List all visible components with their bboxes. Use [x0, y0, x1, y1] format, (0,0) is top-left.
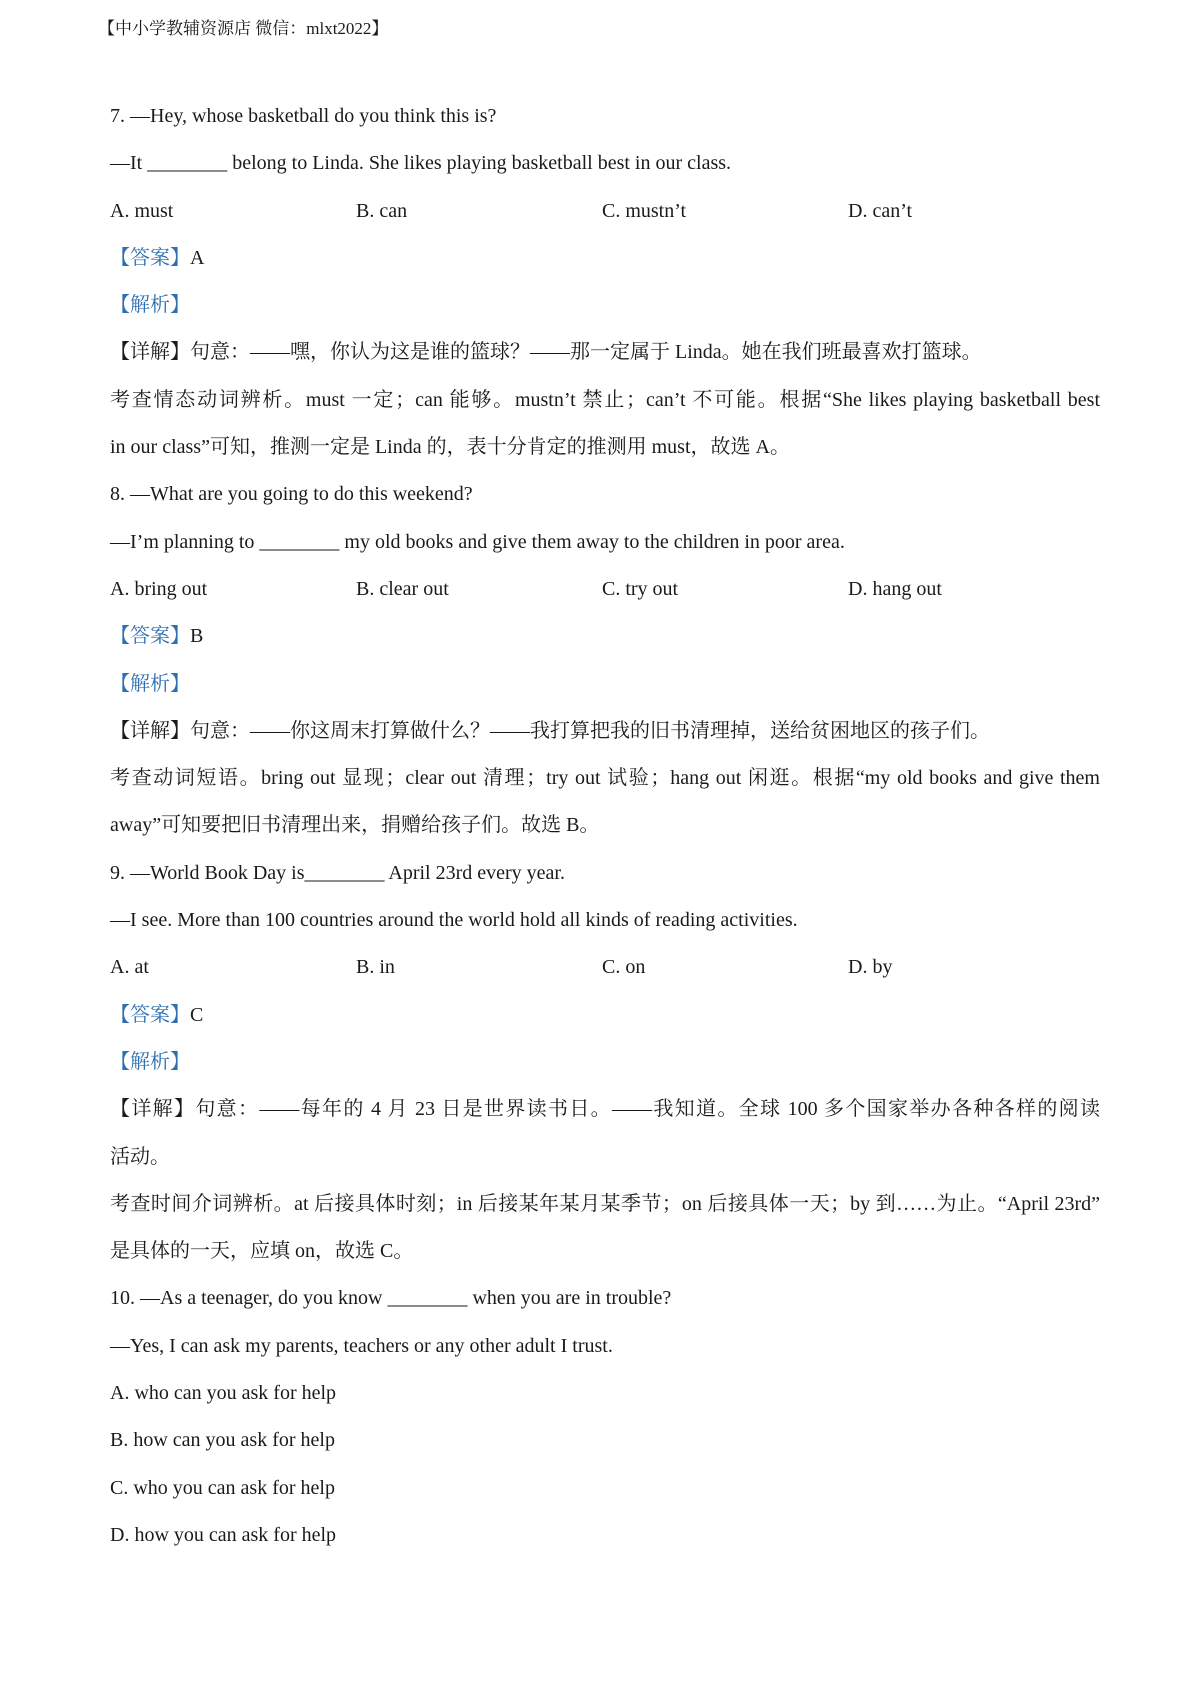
- question-7-stem: 7. —Hey, whose basketball do you think this is?: [110, 105, 497, 127]
- question-8-reply: —I’m planning to ________ my old books and give them away to the children in poor area.: [110, 530, 845, 553]
- question-8-analysis: [110, 670, 1100, 717]
- question-7-explain-line-2: in our class”可知，推测一定是 Linda 的，表十分肯定的推测用 must，故选 A。: [110, 436, 790, 459]
- detail-text: 句意：——每年的 4 月 23 日是世界读书日。——我知道。全球 100 多个国家举办各种各样的阅读: [195, 1098, 1101, 1121]
- answer-value: A: [190, 246, 205, 269]
- question-7-detail: [110, 338, 1100, 385]
- option-a: A. at: [110, 956, 149, 979]
- option-d: D. by: [848, 956, 893, 979]
- option-a: A. bring out: [110, 577, 208, 600]
- question-9-reply: —I see. More than 100 countries around the world hold all kinds of reading activities.: [110, 909, 798, 932]
- detail-label: 【详解】: [110, 341, 190, 364]
- detail-label: 【详解】: [110, 719, 190, 742]
- question-10-reply: —Yes, I can ask my parents, teachers or any other adult I trust.: [110, 1334, 613, 1357]
- question-9-detail-line-1: [110, 1095, 1100, 1142]
- question-10-option-d: D. how you can ask for help: [110, 1523, 337, 1546]
- option-c: C. mustn’t: [602, 199, 687, 222]
- question-8-options: [110, 575, 1100, 622]
- detail-label: 【详解】: [110, 1098, 196, 1121]
- question-10-option-b: B. how can you ask for help: [110, 1429, 335, 1452]
- option-b: B. in: [356, 956, 395, 979]
- question-8-explain-line-1: 考查动词短语。bring out 显现；clear out 清理；try out 试验；hang out 闲逛。根据“my old books and give them: [110, 767, 1100, 790]
- analysis-label: 【解析】: [110, 672, 190, 695]
- question-9-answer: [110, 1001, 1100, 1048]
- analysis-label: 【解析】: [110, 1050, 190, 1073]
- question-8-detail: [110, 717, 1100, 764]
- option-a: A. must: [110, 199, 174, 222]
- option-d: D. can’t: [848, 199, 913, 222]
- question-7-answer: [110, 244, 1100, 291]
- answer-label: 【答案】: [110, 625, 190, 648]
- question-8-stem: 8. —What are you going to do this weekend?: [110, 483, 473, 506]
- answer-value: B: [190, 625, 204, 648]
- question-9-detail-line-2: 活动。: [110, 1145, 170, 1168]
- detail-text: 句意：——你这周末打算做什么？——我打算把我的旧书清理掉，送给贫困地区的孩子们。: [190, 719, 990, 742]
- document-body: [110, 102, 1100, 1568]
- question-10-stem: 10. —As a teenager, do you know ________ when you are in trouble?: [110, 1287, 672, 1310]
- option-d: D. hang out: [848, 577, 942, 600]
- question-9-explain-line-2: 是具体的一天，应填 on，故选 C。: [110, 1240, 414, 1263]
- answer-label: 【答案】: [110, 246, 190, 269]
- detail-text: 句意：——嘿，你认为这是谁的篮球？——那一定属于 Linda。她在我们班最喜欢打篮球。: [190, 341, 982, 364]
- page-header: 【中小学教辅资源店 微信：mlxt2022】: [98, 19, 389, 38]
- question-8-answer: [110, 622, 1100, 669]
- question-8-explain-line-2: away”可知要把旧书清理出来，捐赠给孩子们。故选 B。: [110, 814, 600, 837]
- answer-label: 【答案】: [110, 1003, 190, 1026]
- option-b: B. clear out: [356, 577, 449, 600]
- question-9-analysis: [110, 1048, 1100, 1095]
- answer-value: C: [190, 1003, 204, 1026]
- question-7-explain-line-1: 考查情态动词辨析。must 一定；can 能够。mustn’t 禁止；can’t 不可能。根据“She likes playing basketball best: [110, 388, 1100, 411]
- question-10-option-c: C. who you can ask for help: [110, 1476, 335, 1499]
- question-7-analysis: [110, 291, 1100, 338]
- question-9-options: [110, 953, 1100, 1000]
- question-7-options: [110, 197, 1100, 244]
- option-c: C. try out: [602, 577, 679, 600]
- option-b: B. can: [356, 199, 408, 222]
- option-c: C. on: [602, 956, 646, 979]
- question-7-reply: —It ________ belong to Linda. She likes playing basketball best in our class.: [110, 152, 732, 175]
- question-9-explain-line-1: 考查时间介词辨析。at 后接具体时刻；in 后接某年某月某季节；on 后接具体一天；by 到……为止。“April 23rd”: [110, 1192, 1100, 1215]
- analysis-label: 【解析】: [110, 294, 190, 317]
- question-10-option-a: A. who can you ask for help: [110, 1382, 337, 1405]
- question-9-stem: 9. —World Book Day is________ April 23rd every year.: [110, 861, 565, 884]
